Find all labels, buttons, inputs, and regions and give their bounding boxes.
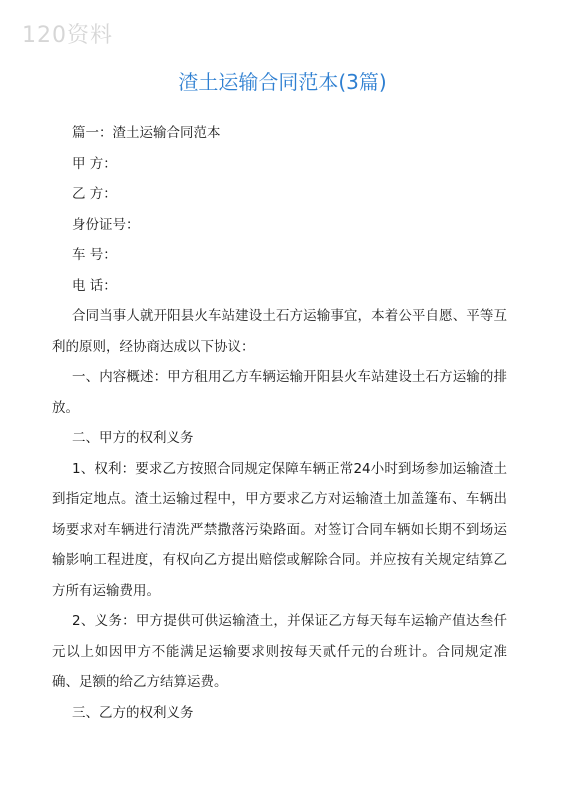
section-heading: 篇一：渣土运输合同范本	[72, 125, 221, 141]
paragraph-party-b-heading: 三、乙方的权利义务	[72, 704, 194, 721]
document-title: 渣土运输合同范本(3篇)	[178, 70, 387, 94]
paragraph-party-a-heading: 二、甲方的权利义务	[72, 430, 194, 446]
watermark: 120资料	[22, 23, 113, 48]
paragraph-overview: 一、内容概述：甲方租用乙方车辆运输开阳县火车站建设土石方运输的排放。	[52, 369, 507, 416]
paragraph-party-a-rights: 1、权利：要求乙方按照合同规定保障车辆正常24小时到场参加运输渣土到指定地点。渣土运输过程中，甲方要求乙方对运输渣土加盖篷布、车辆出场要求对车辆进行清洗严禁撒落污染路面。对签订合同车辆如长期不到场运输影响工程进度，有权向乙方提出赔偿或解除合同。并应按有关规定结算乙方所有运输费用。	[52, 460, 507, 599]
vehicle-number-field: 车 号：	[72, 247, 117, 263]
party-b-field: 乙 方：	[72, 186, 117, 202]
paragraph-party-a-obligations: 2、义务：甲方提供可供运输渣土，并保证乙方每天每车运输产值达叁仟元以上如因甲方不能满足运输要求则按每天贰仟元的台班计。合同规定准确、足额的给乙方结算运费。	[52, 613, 507, 690]
document-body	[52, 118, 507, 728]
party-a-field: 甲 方：	[72, 155, 117, 172]
phone-field: 电 话：	[72, 277, 117, 294]
paragraph-intro: 合同当事人就开阳县火车站建设土石方运输事宜，本着公平自愿、平等互利的原则，经协商达成以下协议：	[52, 308, 507, 355]
id-number-field: 身份证号：	[72, 216, 140, 233]
